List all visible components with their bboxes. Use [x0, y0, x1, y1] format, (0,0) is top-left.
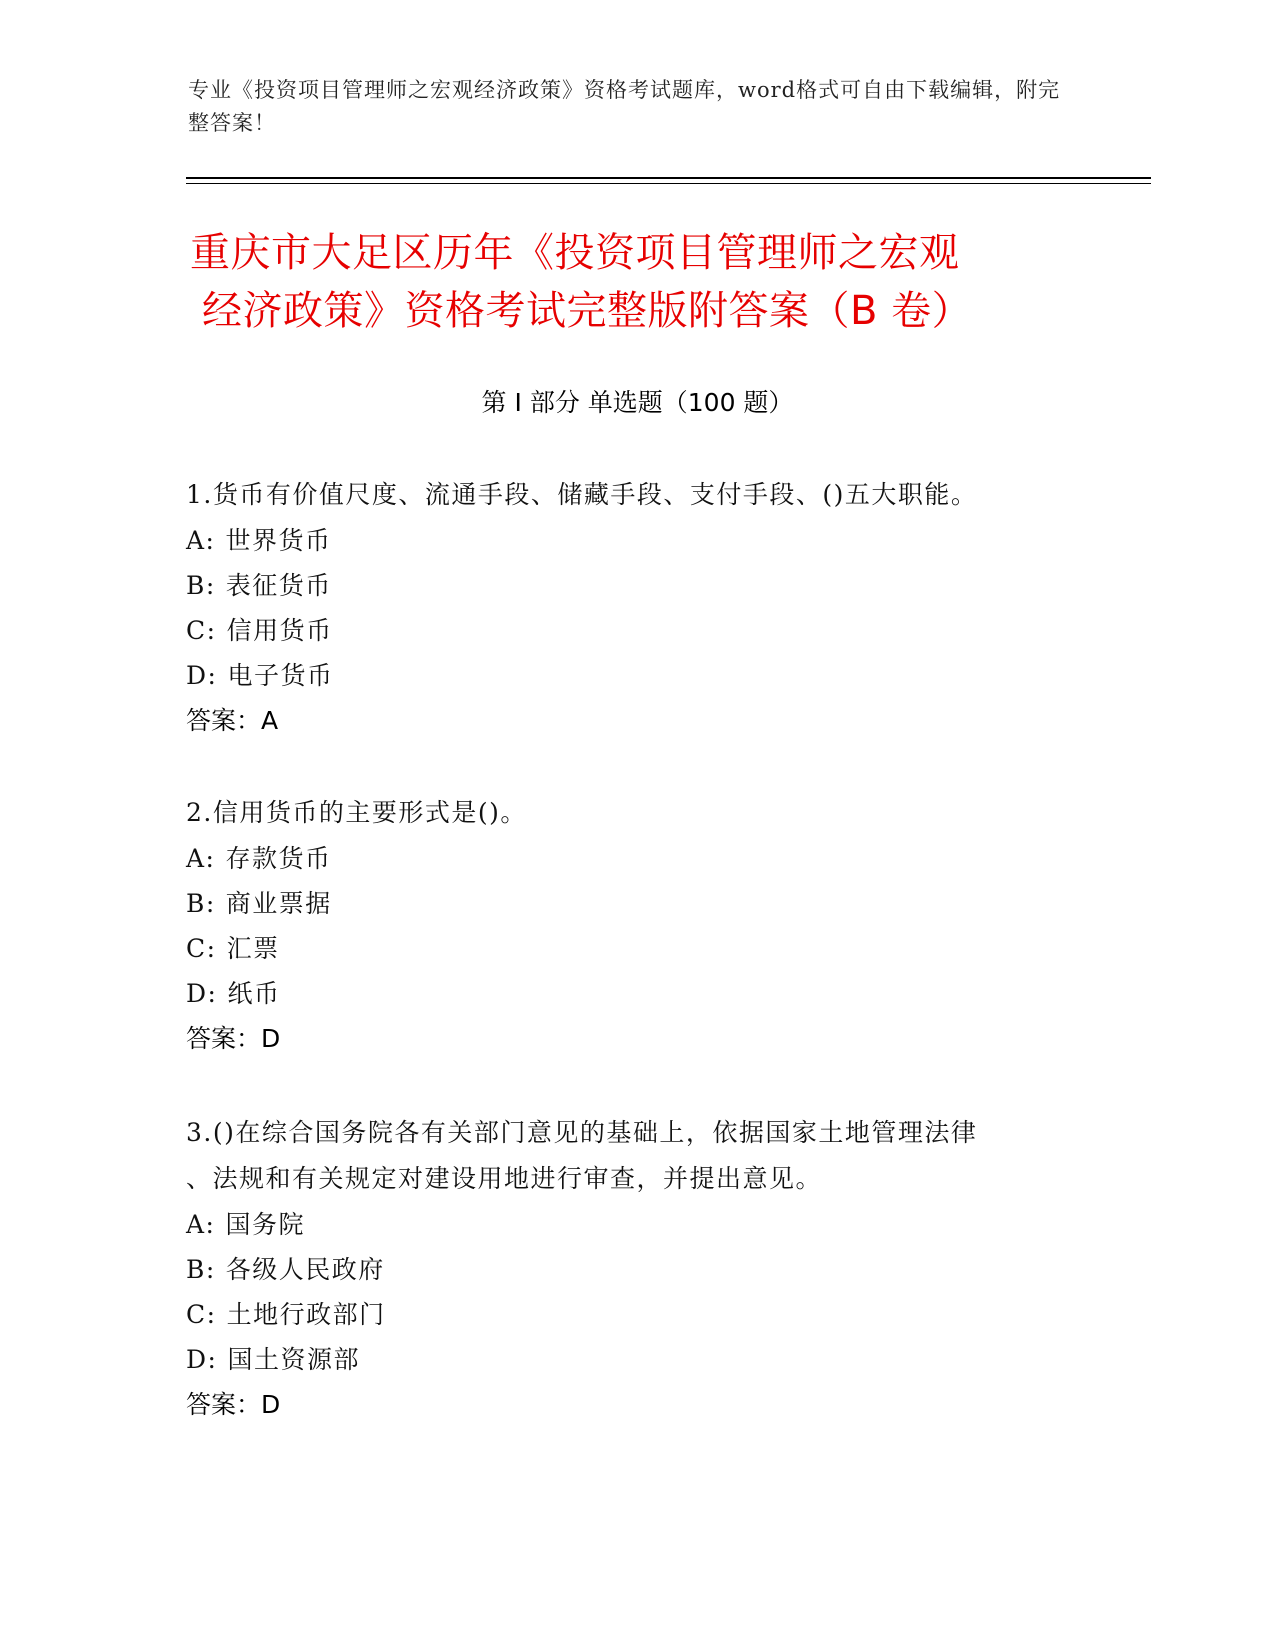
- option-label: D:: [186, 1345, 218, 1374]
- option-c: [186, 608, 1086, 653]
- option-text: 信用货币: [226, 616, 333, 645]
- question-2: [186, 790, 1086, 1062]
- option-a: [186, 836, 1086, 881]
- question-stem: 2.信用货币的主要形式是()。: [186, 798, 527, 827]
- option-label: B:: [186, 571, 216, 600]
- question-stem-line2: 、法规和有关规定对建设用地进行审查，并提出意见。: [186, 1164, 823, 1193]
- option-text: 汇票: [226, 934, 280, 963]
- option-b: [186, 563, 1086, 608]
- option-text: 各级人民政府: [225, 1255, 385, 1284]
- option-label: C:: [186, 1300, 217, 1329]
- question-stem-line1: 3.()在综合国务院各有关部门意见的基础上，依据国家土地管理法律: [186, 1118, 978, 1147]
- option-a: [186, 518, 1086, 563]
- option-label: D:: [186, 979, 218, 1008]
- header-note: 专业《投资项目管理师之宏观经济政策》资格考试题库，word格式可自由下载编辑，附完整答案！: [188, 78, 1061, 135]
- section-title: 第 I 部分 单选题（100 题）: [481, 388, 794, 417]
- option-a: [186, 1202, 1086, 1247]
- answer: 答案：D: [186, 1024, 281, 1053]
- option-b: [186, 881, 1086, 926]
- option-label: B:: [186, 1255, 216, 1284]
- option-label: A:: [186, 1210, 216, 1239]
- answer: 答案：A: [186, 706, 279, 735]
- option-c: [186, 1292, 1086, 1337]
- option-label: B:: [186, 889, 216, 918]
- option-b: [186, 1247, 1086, 1292]
- question-stem: 1.货币有价值尺度、流通手段、储藏手段、支付手段、()五大职能。: [186, 480, 978, 509]
- question-1: [186, 472, 1086, 744]
- option-label: C:: [186, 934, 217, 963]
- document-title: [190, 224, 1090, 340]
- option-text: 国务院: [225, 1210, 305, 1239]
- option-text: 表征货币: [225, 571, 332, 600]
- option-text: 国土资源部: [227, 1345, 360, 1374]
- question-3: [186, 1110, 1086, 1428]
- header-rule-thin: [186, 183, 1151, 184]
- option-d: [186, 971, 1086, 1016]
- option-text: 土地行政部门: [226, 1300, 386, 1329]
- option-label: A:: [186, 526, 216, 555]
- header-rule-thick: [186, 177, 1151, 179]
- option-c: [186, 926, 1086, 971]
- option-text: 存款货币: [225, 844, 332, 873]
- option-text: 纸币: [227, 979, 281, 1008]
- option-label: D:: [186, 661, 218, 690]
- option-label: C:: [186, 616, 217, 645]
- option-text: 电子货币: [227, 661, 334, 690]
- option-d: [186, 653, 1086, 698]
- option-text: 商业票据: [225, 889, 332, 918]
- document-title-line2: 经济政策》资格考试完整版附答案（B 卷）: [202, 288, 973, 334]
- option-label: A:: [186, 844, 216, 873]
- option-text: 世界货币: [225, 526, 332, 555]
- answer: 答案：D: [186, 1390, 281, 1419]
- option-d: [186, 1337, 1086, 1382]
- document-title-line1: 重庆市大足区历年《投资项目管理师之宏观: [190, 230, 960, 276]
